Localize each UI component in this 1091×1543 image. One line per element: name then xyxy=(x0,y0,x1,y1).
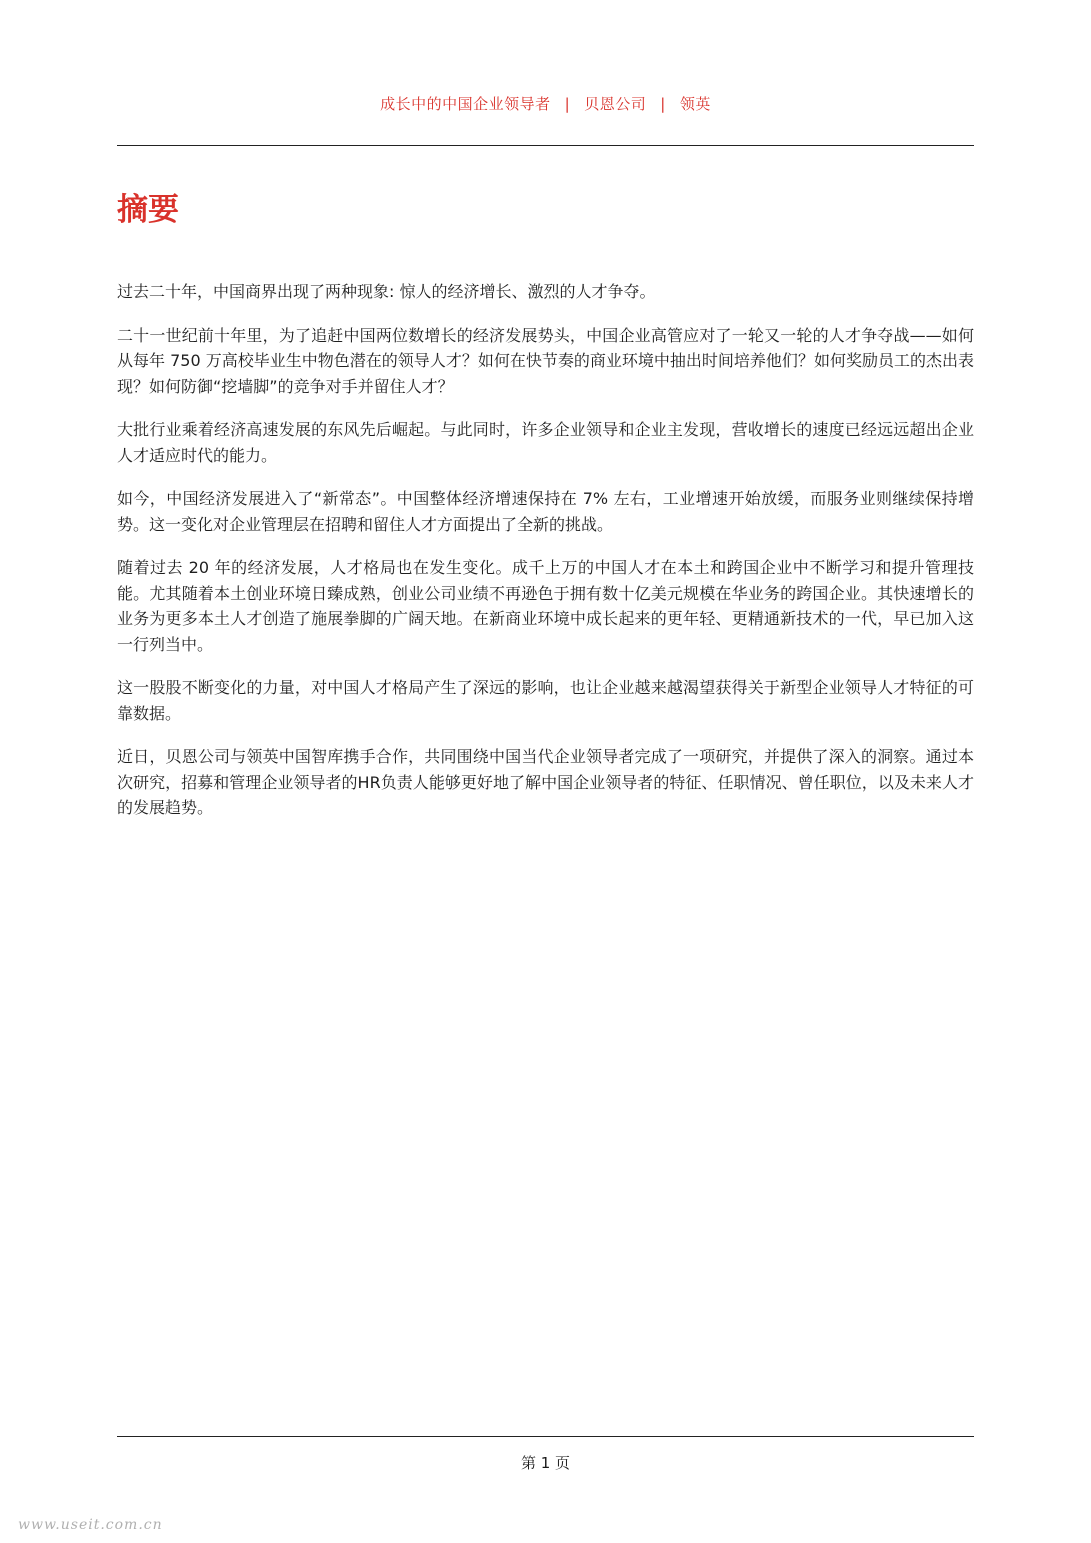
paragraph-3: 大批行业乘着经济高速发展的东风先后崛起。与此同时，许多企业领导和企业主发现，营收增长的速度已经远远超出企业人才适应时代的能力。 xyxy=(117,420,974,465)
section-title: 摘要 xyxy=(117,192,179,228)
paragraph-6: 这一股股不断变化的力量，对中国人才格局产生了深远的影响，也让企业越来越渴望获得关于新型企业领导人才特征的可靠数据。 xyxy=(117,678,974,723)
paragraph-5: 随着过去 20 年的经济发展，人才格局也在发生变化。成千上万的中国人才在本土和跨国企业中不断学习和提升管理技能。尤其随着本土创业环境日臻成熟，创业公司业绩不再逊色于拥有数十亿美元规模在华业务的跨国企业。其快速增长的业务为更多本土人才创造了施展拳脚的广阔天地。在新商业环境中成长起来的更年轻、更精通新技术的一代，早已加入这一行列当中。 xyxy=(117,558,974,654)
paragraph-2: 二十一世纪前十年里，为了追赶中国两位数增长的经济发展势头，中国企业高管应对了一轮又一轮的人才争夺战——如何从每年 750 万高校毕业生中物色潜在的领导人才？如何在快节奏的商业环境中抽出时间培养他们？如何奖励员工的杰出表现？如何防御“挖墙脚”的竞争对手并留住人才？ xyxy=(117,325,974,396)
paragraph-1: 过去二十年，中国商界出现了两种现象: 惊人的经济增长、激烈的人才争夺。 xyxy=(117,282,656,301)
paragraph-4: 如今，中国经济发展进入了“新常态”。中国整体经济增速保持在 7% 左右，工业增速开始放缓，而服务业则继续保持增势。这一变化对企业管理层在招聘和留住人才方面提出了全新的挑战。 xyxy=(117,489,974,534)
watermark: www.useit.com.cn xyxy=(18,1517,163,1533)
page-number: 第 1 页 xyxy=(520,1454,571,1472)
running-header xyxy=(0,93,1091,114)
header-separator-1: | xyxy=(564,95,571,113)
header-publisher-linkedin: 领英 xyxy=(679,95,711,113)
abstract-body xyxy=(117,279,974,839)
header-report-title: 成长中的中国企业领导者 xyxy=(380,95,551,113)
footer-divider xyxy=(117,1436,974,1437)
header-publisher-bain: 贝恩公司 xyxy=(584,95,647,113)
header-separator-2: | xyxy=(660,95,666,113)
header-divider xyxy=(117,145,974,146)
paragraph-7: 近日，贝恩公司与领英中国智库携手合作，共同围绕中国当代企业领导者完成了一项研究，并提供了深入的洞察。通过本次研究，招募和管理企业领导者的HR负责人能够更好地了解中国企业领导者的特征、任职情况、曾任职位，以及未来人才的发展趋势。 xyxy=(117,747,974,817)
